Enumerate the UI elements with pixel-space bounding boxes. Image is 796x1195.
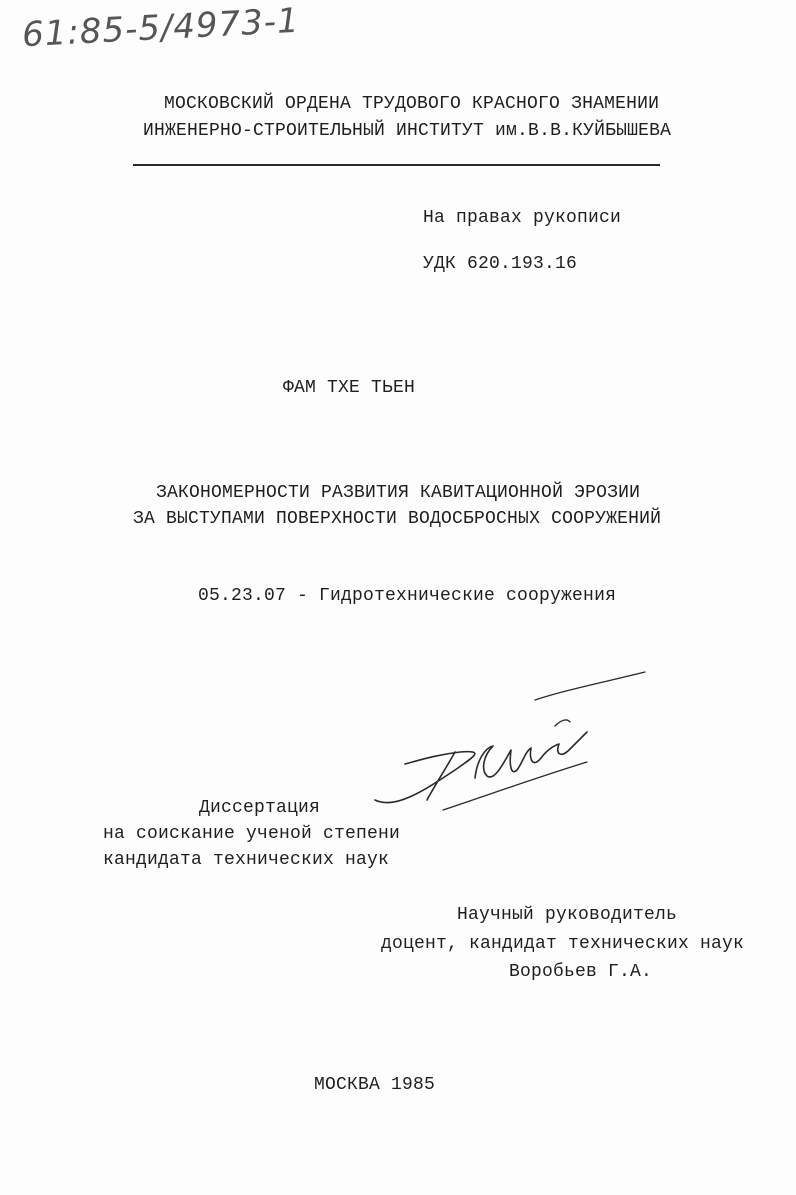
rights-notice: На правах рукописи <box>423 208 622 228</box>
dissertation-line-1: Диссертация <box>199 798 321 818</box>
udk-code: УДК 620.193.16 <box>423 254 578 274</box>
city-year: МОСКВА 1985 <box>314 1075 436 1095</box>
specialty-code: 05.23.07 - Гидротехнические сооружения <box>198 586 617 606</box>
dissertation-line-3: кандидата технических наук <box>103 850 390 870</box>
author-name: ФАМ ТХЕ ТЬЕН <box>283 378 416 398</box>
supervisor-line-1: Научный руководитель <box>457 905 678 925</box>
archive-code-handwritten: 61:85-5/4973-1 <box>21 0 301 56</box>
supervisor-line-2: доцент, кандидат технических наук <box>381 934 745 954</box>
supervisor-name: Воробьев Г.А. <box>509 962 653 982</box>
title-line-2: ЗА ВЫСТУПАМИ ПОВЕРХНОСТИ ВОДОСБРОСНЫХ СООРУЖЕНИЙ <box>133 509 662 529</box>
institute-line-1: МОСКОВСКИЙ ОРДЕНА ТРУДОВОГО КРАСНОГО ЗНАМЕНИИ <box>164 94 660 114</box>
signature-icon <box>365 660 655 820</box>
title-line-1: ЗАКОНОМЕРНОСТИ РАЗВИТИЯ КАВИТАЦИОННОЙ ЭРОЗИИ <box>156 483 641 503</box>
dissertation-line-2: на соискание ученой степени <box>103 824 401 844</box>
header-divider <box>133 164 660 166</box>
institute-line-2: ИНЖЕНЕРНО-СТРОИТЕЛЬНЫЙ ИНСТИТУТ им.В.В.КУЙБЫШЕВА <box>143 121 672 141</box>
